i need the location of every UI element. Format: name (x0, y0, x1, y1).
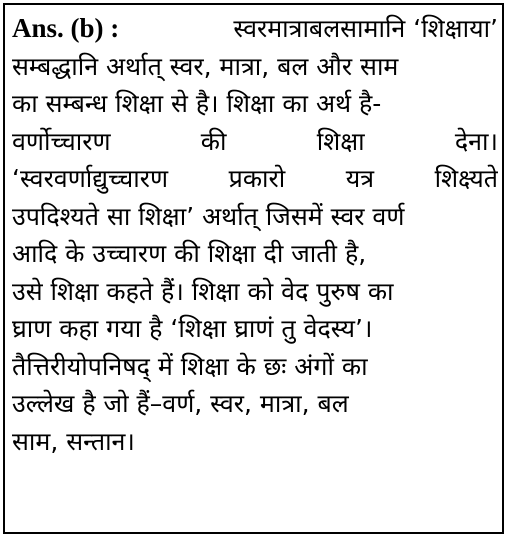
line-0-text: स्वरमात्राबलसामानि ‘शिक्षाया’ (233, 14, 498, 43)
ans-option-text: (b) (70, 13, 104, 43)
text-line-7: आदि के उच्चारण की शिक्षा दी जाती है, (12, 239, 367, 268)
line-4-word: की (200, 126, 227, 156)
answer-text (12, 10, 498, 460)
text-line-12: साम, सन्तान। (12, 426, 135, 456)
ans-colon: : (110, 13, 120, 43)
text-line-5 (12, 160, 498, 198)
line-4-word: देना। (454, 126, 498, 156)
line-4-word: शिक्षा (316, 126, 365, 156)
line-5-word: ‘स्वरवर्णाद्युच्चारण (12, 164, 169, 193)
text-line-10: तैत्तिरीयोपनिषद् में शिक्षा के छः अंगों का (12, 351, 368, 381)
answer-label (12, 10, 119, 48)
text-line-8: उसे शिक्षा कहते हैं। शिक्षा को वेद पुरुष का (12, 276, 394, 306)
line-4-word: वर्णोच्चारण (12, 126, 111, 156)
text-line-2: सम्बद्धानि अर्थात् स्वर, मात्रा, बल और साम (12, 51, 399, 81)
line-5-word: यत्र (345, 164, 375, 193)
line-5-word: प्रकारो (228, 164, 286, 193)
text-line-4 (12, 123, 498, 161)
text-line-9: घ्राण कहा गया है ‘शिक्षा घ्राणं तु वेदस्य’। (12, 314, 373, 343)
text-line-1 (12, 10, 498, 48)
text-line-11: उल्लेख है जो हैं–वर्ण, स्वर, मात्रा, बल (12, 389, 349, 418)
text-line-6: उपदिश्यते सा शिक्षा’ अर्थात् जिसमें स्वर वर्ण (12, 201, 405, 231)
text-line-3: का सम्बन्ध शिक्षा से है। शिक्षा का अर्थ है- (12, 89, 382, 118)
ans-label-text: Ans. (12, 13, 64, 43)
line-5-word: शिक्ष्यते (434, 164, 498, 193)
